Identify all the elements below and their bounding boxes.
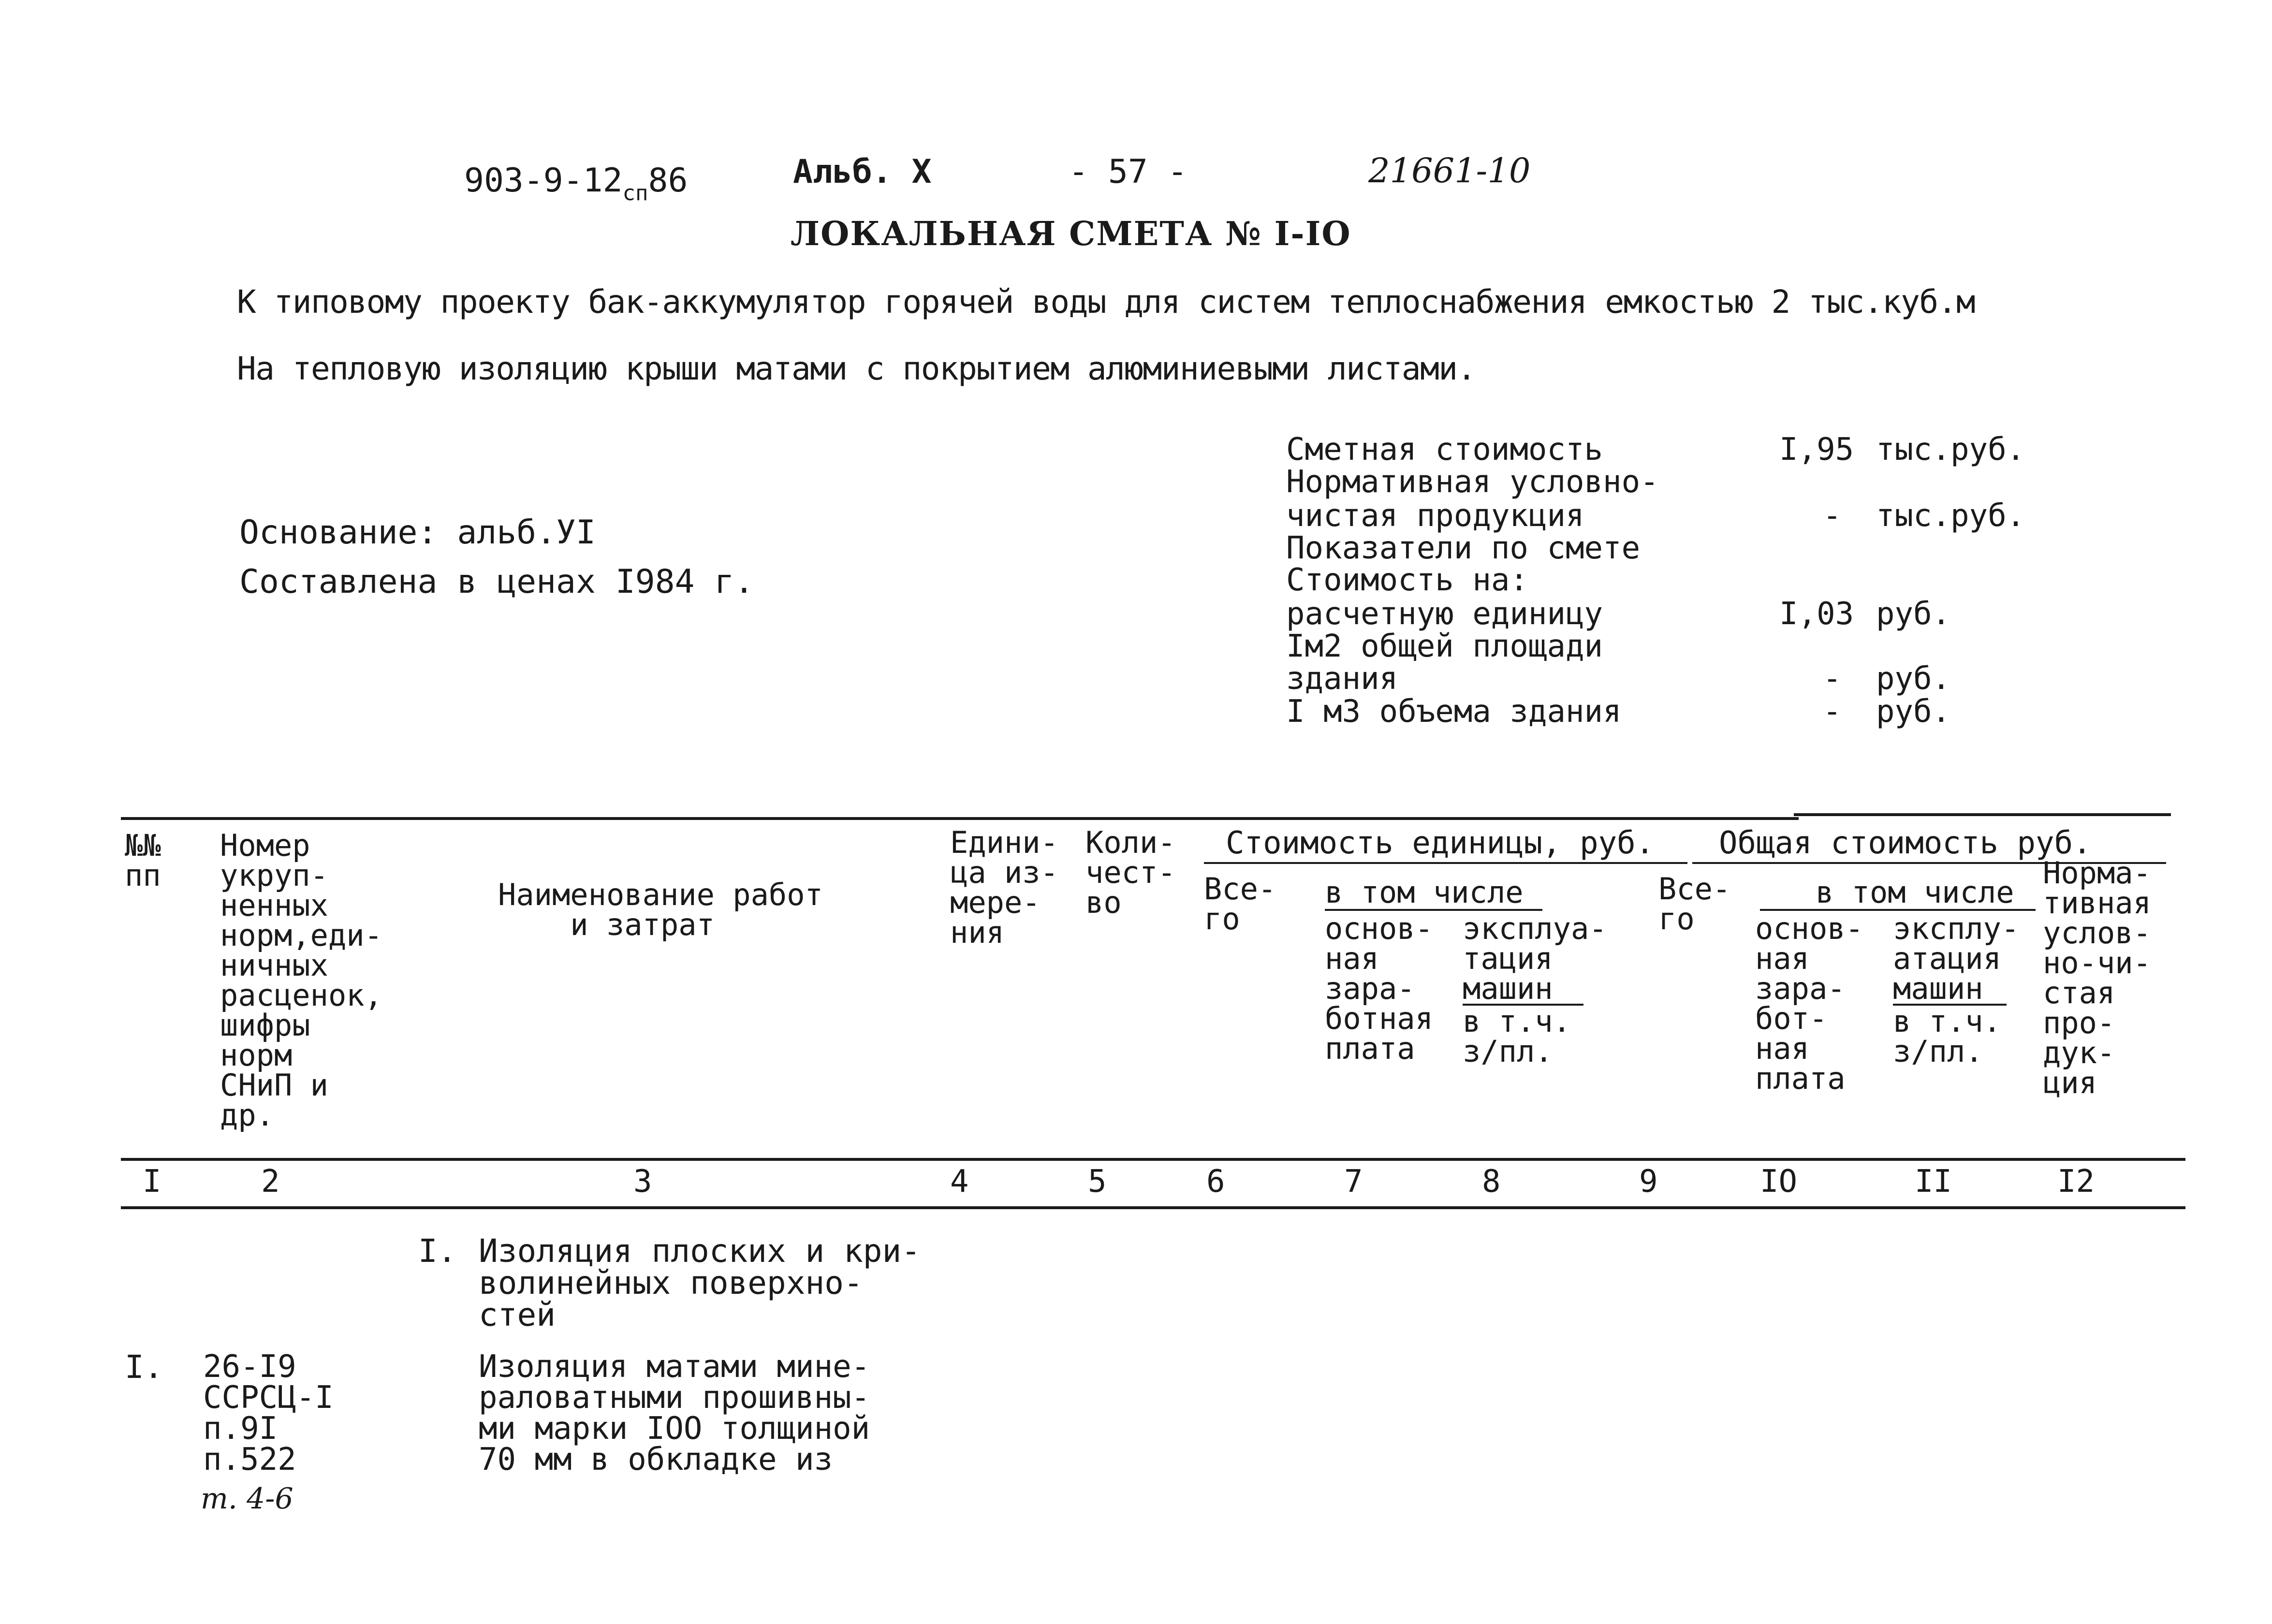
summary-label-3: Показатели по смете	[1286, 530, 1641, 566]
col-header-2: Номер укруп- ненных норм,еди- ничных расценок, шифры норм СНиП и др.	[220, 828, 382, 1133]
album-label: Альб. X	[793, 153, 932, 191]
column-number-4: 4	[950, 1164, 969, 1200]
summary-unit-2: тыс.руб.	[1876, 498, 2025, 534]
page-number: - 57 -	[1069, 153, 1187, 191]
col-header-1: №№ пп	[125, 828, 161, 893]
project-code	[464, 161, 688, 205]
project-code-main: 903-9-12	[464, 161, 623, 200]
summary-value-8: -	[1823, 694, 1842, 730]
summary-unit-7: руб.	[1876, 661, 1951, 697]
summary-label-4: Стоимость на:	[1286, 562, 1528, 598]
incl1-header: в том числе	[1325, 875, 1524, 910]
column-number-7: 7	[1344, 1164, 1363, 1200]
summary-unit-0: тыс.руб.	[1876, 432, 2025, 468]
project-code-year: 86	[648, 161, 688, 200]
page-title: ЛОКАЛЬНАЯ СМЕТА № I-IO	[791, 215, 1351, 253]
summary-label-5: расчетную единицу	[1286, 596, 1603, 632]
table-top-rule-right	[1794, 813, 2171, 816]
col-header-6: Все- го	[1204, 871, 1276, 936]
unit-cost-group-rule	[1204, 862, 1687, 864]
column-number-8: 8	[1482, 1164, 1501, 1200]
intro-line-2: На тепловую изоляцию крыши матами с покрытием алюминиевыми листами.	[237, 350, 1476, 387]
project-code-sub: сп	[622, 181, 648, 205]
section-title: Изоляция плоских и кри- волинейных поверхно- стей	[479, 1232, 921, 1333]
col-header-10: основ- ная зара- бот- ная плата	[1755, 911, 1863, 1096]
table-top-rule	[121, 817, 1799, 820]
column-numbers-rule	[121, 1206, 2185, 1209]
col-header-11-top: эксплу- атация машин	[1893, 911, 2020, 1006]
column-number-11: II	[1915, 1164, 1952, 1200]
basis-line-2: Составлена в ценах I984 г.	[239, 563, 754, 601]
column-number-2: 2	[261, 1164, 280, 1200]
unit-cost-group-header: Стоимость единицы, руб.	[1226, 825, 1655, 861]
incl2-header: в том числе	[1816, 875, 2014, 910]
column-number-3: 3	[633, 1164, 652, 1200]
column-number-5: 5	[1088, 1164, 1107, 1200]
col-header-3: Наименование работ и затрат	[498, 877, 823, 942]
summary-label-6: Iм2 общей площади	[1286, 629, 1603, 664]
column-number-1: I	[143, 1164, 161, 1200]
intro-line-1: К типовому проекту бак-аккумулятор горячей воды для систем теплоснабжения емкостью 2 тыс.куб.м	[237, 283, 1975, 321]
column-number-12: I2	[2057, 1164, 2095, 1200]
handwritten-number: 21661-10	[1368, 151, 1531, 190]
total-cost-group-header: Общая стоимость руб.	[1719, 825, 2092, 861]
header-bottom-rule	[121, 1158, 2185, 1161]
col-header-8-top: эксплуа- тация машин	[1463, 911, 1607, 1006]
col-header-4: Едини- ца из- мере- ния	[950, 825, 1058, 950]
summary-label-2: чистая продукция	[1286, 498, 1584, 534]
summary-value-5: I,03	[1779, 596, 1854, 632]
col-header-8-bottom: в т.ч. з/пл.	[1463, 1004, 1571, 1069]
summary-label-0: Сметная стоимость	[1286, 432, 1603, 468]
summary-label-8: I м3 объема здания	[1286, 694, 1622, 730]
row-number: I.	[125, 1348, 163, 1386]
summary-label-1: Нормативная условно-	[1286, 464, 1659, 500]
summary-value-7: -	[1823, 661, 1842, 697]
col11-divider	[1893, 1004, 2007, 1006]
col-header-12: Норма- тивная услов- но-чи- стая про- дук- ция	[2043, 855, 2151, 1100]
col8-divider	[1463, 1004, 1583, 1006]
row-code: 26-I9 ССРСЦ-I п.9I п.522	[203, 1349, 334, 1478]
summary-label-7: здания	[1286, 661, 1398, 697]
row-name: Изоляция матами мине- раловатными прошивны- ми марки IOO толщиной 70 мм в обкладке из	[479, 1349, 870, 1478]
column-number-6: 6	[1206, 1164, 1225, 1200]
section-number: I.	[418, 1232, 457, 1270]
row-code-handwritten: т. 4-6	[201, 1482, 293, 1516]
basis-line-1: Основание: альб.УI	[239, 513, 596, 552]
col-header-11-bottom: в т.ч. з/пл.	[1893, 1004, 2001, 1069]
column-number-10: IO	[1760, 1164, 1798, 1200]
summary-value-0: I,95	[1779, 432, 1854, 468]
summary-value-2: -	[1823, 498, 1842, 534]
summary-unit-5: руб.	[1876, 596, 1951, 632]
col-header-5: Коли- чест- во	[1085, 825, 1176, 920]
column-number-9: 9	[1639, 1164, 1658, 1200]
col-header-7: основ- ная зара- ботная плата	[1325, 911, 1433, 1066]
summary-unit-8: руб.	[1876, 694, 1951, 730]
col-header-9: Все- го	[1658, 871, 1731, 936]
